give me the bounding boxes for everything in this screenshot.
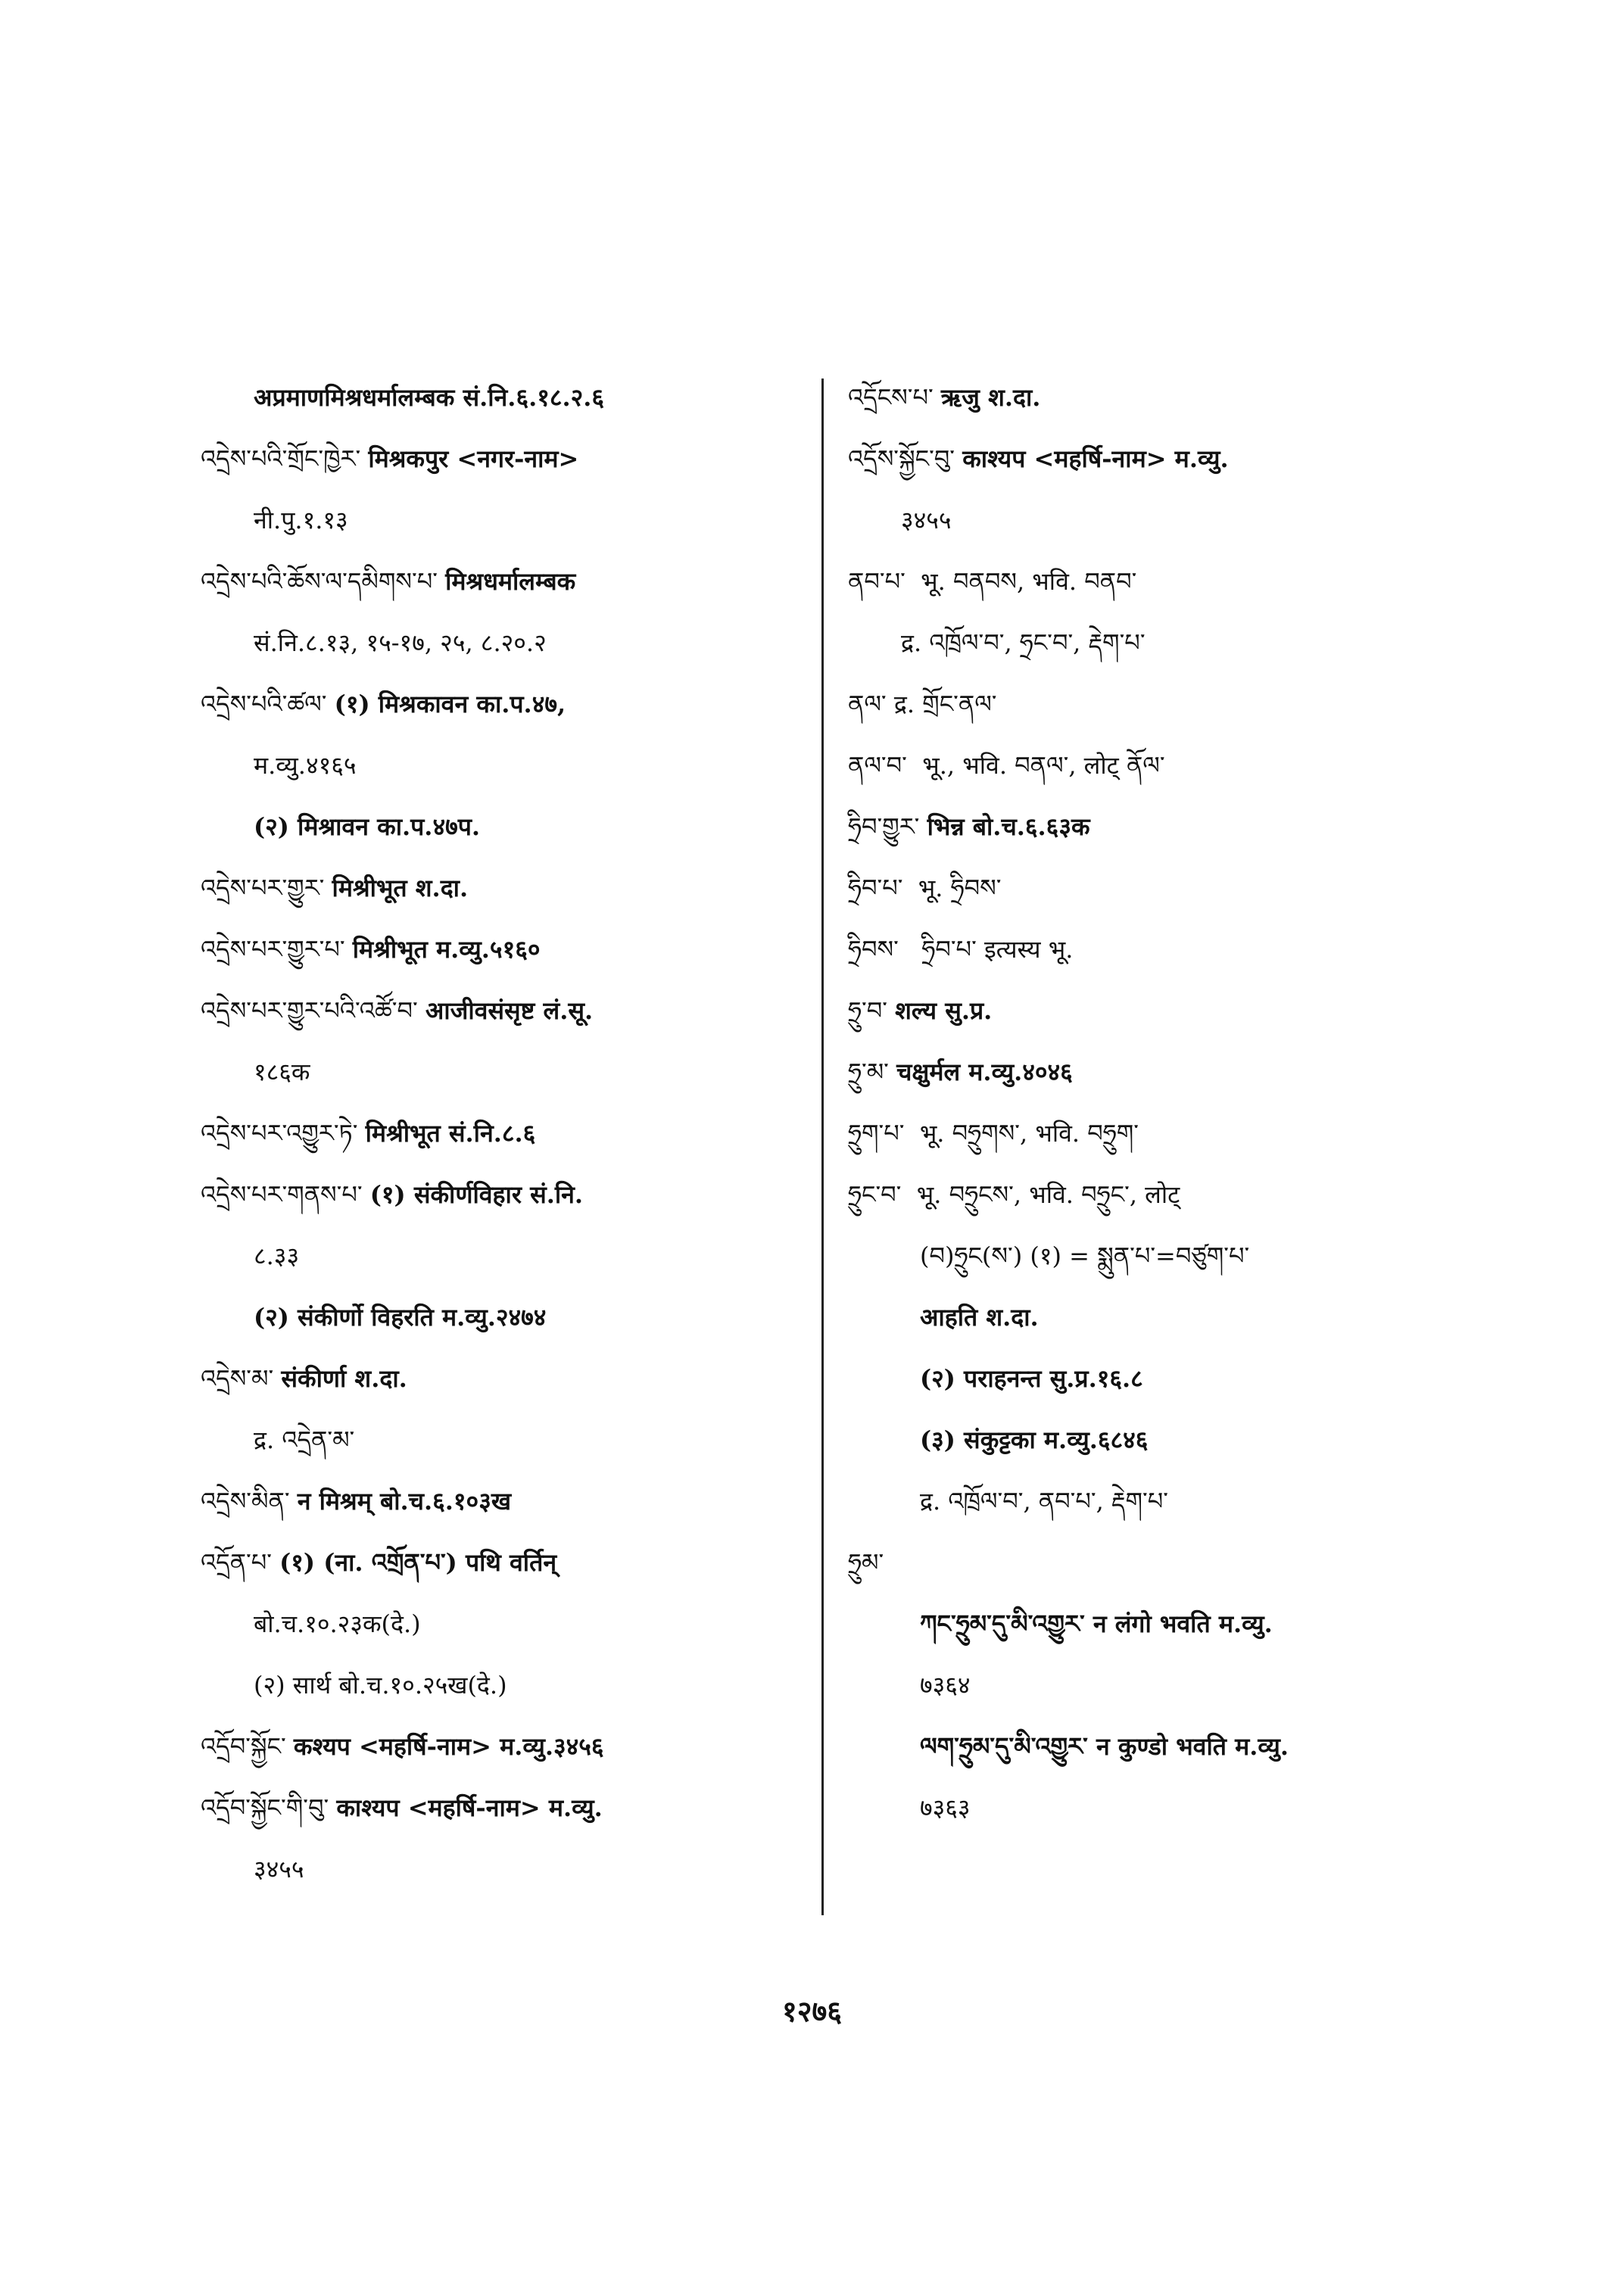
dictionary-entry-line	[848, 1594, 1469, 1655]
tibetan-headword: ནལ་	[848, 690, 887, 718]
entry-separator	[418, 996, 425, 1025]
entry-separator	[904, 1119, 919, 1148]
tibetan-headword: ནབ་པ་	[848, 567, 906, 596]
dictionary-entry-line	[848, 735, 1469, 796]
tibetan-headword: འདྲེས་མིན་	[201, 1487, 290, 1516]
sanskrit-gloss: द्र. འཁྲོལ་བ་, ཧྲང་བ་, རྡེག་པ་	[901, 628, 1146, 657]
dictionary-entry-line	[201, 1532, 806, 1594]
entry-separator	[327, 690, 335, 718]
tibetan-headword: ཧྲུང་བ་	[848, 1180, 902, 1209]
tibetan-headword: ཧྲུ་མ་	[848, 1058, 889, 1086]
tibetan-headword: ཧྲུག་པ་	[848, 1119, 905, 1148]
dictionary-entry-line	[201, 612, 806, 674]
entry-separator	[889, 1058, 896, 1086]
tibetan-headword: ཧྲིབས་	[848, 935, 899, 964]
tibetan-headword: ཧྲུ་བ་	[848, 996, 887, 1025]
sanskrit-gloss: काश्यप <महर्षि-नाम> म.व्यु.	[962, 444, 1229, 473]
dictionary-entry-line	[201, 1839, 806, 1900]
dictionary-entry-line	[201, 490, 806, 551]
sanskrit-gloss: ८.३३	[254, 1242, 300, 1270]
dictionary-entry-line	[201, 1777, 806, 1839]
sanskrit-gloss: म.व्यु.४१६५	[254, 751, 357, 780]
sanskrit-gloss: (२) पराहनन्त सु.प्र.१६.८	[920, 1364, 1143, 1393]
entry-separator	[899, 935, 922, 964]
tibetan-headword: འདྲོབ་སྐྱོང་	[201, 1732, 286, 1761]
tibetan-headword: འདྲེས་པའི་ཚལ་	[201, 690, 327, 718]
sanskrit-gloss: बो.च.१०.२३क(दे.)	[254, 1609, 421, 1638]
dictionary-entry-line	[201, 1042, 806, 1103]
dictionary-entry-line	[201, 1410, 806, 1471]
tibetan-headword: ཧྲིབ་གྱུར་	[848, 812, 920, 841]
entry-separator	[901, 1180, 916, 1209]
entry-separator	[907, 751, 922, 780]
entry-separator	[360, 444, 368, 473]
sanskrit-gloss: १८६क	[254, 1058, 310, 1086]
dictionary-entry-line	[848, 1164, 1469, 1226]
sanskrit-gloss: (३) संकुट्टका म.व्यु.६८४६	[920, 1425, 1149, 1454]
dictionary-entry-line	[201, 858, 806, 919]
tibetan-headword: འདྲོངས་པ་	[848, 383, 934, 412]
dictionary-entry-line	[201, 1348, 806, 1410]
dictionary-entry-line	[848, 1532, 1469, 1594]
sanskrit-gloss: नी.पु.१.१३	[254, 506, 348, 534]
sanskrit-gloss: भिन्न बो.च.६.६३क	[927, 812, 1090, 841]
sanskrit-gloss: आहति श.दा.	[920, 1303, 1039, 1332]
sanskrit-gloss: भू. བཧྲུགས་, भवि. བཧྲུག་	[919, 1119, 1139, 1148]
dictionary-entry-line	[201, 551, 806, 612]
tibetan-headword: འདྲོས་སྐྱོང་བུ་	[848, 444, 955, 473]
sanskrit-gloss: आजीवसंसृष्ट लं.सू.	[425, 996, 594, 1025]
sanskrit-gloss: ३४५५	[254, 1855, 304, 1883]
column-divider	[821, 379, 824, 1915]
dictionary-entry-line	[201, 1103, 806, 1164]
entry-separator	[887, 996, 895, 1025]
entry-separator	[902, 874, 918, 902]
dictionary-entry-line	[848, 1716, 1469, 1777]
entry-separator	[955, 444, 962, 473]
tibetan-headword: འདྲེས་པར་གྱུར་པ་	[201, 935, 345, 964]
dictionary-entry-line	[848, 367, 1469, 428]
sanskrit-gloss: चक्षुर्मल म.व्यु.४०४६	[896, 1058, 1073, 1086]
dictionary-entry-line	[848, 1471, 1469, 1532]
entry-separator	[345, 935, 353, 964]
dictionary-entry-line	[848, 796, 1469, 858]
sanskrit-gloss: ७३६४	[920, 1671, 971, 1699]
dictionary-entry-line	[201, 1471, 806, 1532]
dictionary-entry-line	[201, 1164, 806, 1226]
tibetan-headword: འདྲོན་པ་	[201, 1548, 272, 1577]
sanskrit-gloss: (བ)ཧྲུང(ས་) (१) = སྨུན་པ་=བཙུག་པ་	[920, 1242, 1250, 1270]
entry-separator	[934, 383, 941, 412]
dictionary-entry-line	[201, 1716, 806, 1777]
dictionary-entry-line	[848, 1655, 1469, 1716]
entry-separator	[286, 1732, 294, 1761]
tibetan-headword: འདྲེས་པའི་ཆོས་ལ་དམིགས་པ་	[201, 567, 438, 596]
tibetan-headword: ཧྲིབ་པ་	[848, 874, 903, 902]
tibetan-headword: འདྲེས་པའི་གྲོང་ཁྱེར་	[201, 444, 361, 473]
sanskrit-gloss: द्र. འདྲེན་མ་	[254, 1425, 355, 1454]
sanskrit-gloss: द्र. གྲོང་ནལ་	[893, 690, 997, 718]
entry-separator	[438, 567, 445, 596]
entry-separator	[906, 567, 921, 596]
entry-separator	[363, 1180, 370, 1209]
sanskrit-gloss: द्र. འཁྲོལ་བ་, ནབ་པ་, རྡེག་པ་	[920, 1487, 1168, 1516]
sanskrit-gloss: (२) सार्थ बो.च.१०.२५ख(दे.)	[254, 1671, 507, 1699]
page-number: १२७६	[781, 1994, 843, 2028]
tibetan-headword: འདྲེས་པར་འགྱུར་ཏེ་	[201, 1119, 358, 1148]
entry-separator	[273, 1364, 281, 1393]
sanskrit-gloss: सं.नि.८.१३, १५-१७, २५, ८.२०.२	[254, 628, 547, 657]
sanskrit-gloss: शल्य सु.प्र.	[895, 996, 993, 1025]
dictionary-entry-line	[201, 674, 806, 735]
dictionary-entry-line	[848, 490, 1469, 551]
sanskrit-gloss: भू. བཧྲུངས་, भवि. བཧྲུང་, लोट्	[916, 1180, 1180, 1209]
sanskrit-gloss: ऋजु श.दा.	[940, 383, 1041, 412]
dictionary-entry-line	[201, 980, 806, 1042]
tibetan-headword: འདྲོབ་སྐྱོང་གི་བུ་	[201, 1793, 329, 1822]
sanskrit-gloss: मिश्रीभूत श.दा.	[332, 874, 469, 902]
sanskrit-gloss: (२) संकीर्णो विहरति म.व्यु.२४७४	[254, 1303, 547, 1332]
entry-separator	[329, 1793, 336, 1822]
dictionary-entry-line	[201, 1655, 806, 1716]
tibetan-headword: ནལ་བ་	[848, 751, 907, 780]
dictionary-entry-line	[201, 428, 806, 490]
dictionary-entry-line	[848, 551, 1469, 612]
entry-separator	[272, 1548, 279, 1577]
right-column	[848, 367, 1469, 1839]
entry-separator	[324, 874, 332, 902]
dictionary-entry-line	[201, 367, 806, 428]
dictionary-entry-line	[848, 1226, 1469, 1287]
sanskrit-gloss: (२) मिश्रावन का.प.४७प.	[254, 812, 481, 841]
sanskrit-gloss: ལག་ཧྲུམ་དུ་མི་འགྱུར་ न कुण्डो भवति म.व्यु.	[920, 1732, 1289, 1761]
entry-separator	[290, 1487, 298, 1516]
sanskrit-gloss: अप्रमाणमिश्रधर्मालम्बक सं.नि.६.१८.२.६	[254, 383, 605, 412]
dictionary-entry-line	[848, 1287, 1469, 1348]
dictionary-entry-line	[848, 980, 1469, 1042]
sanskrit-gloss: कश्यप <महर्षि-नाम> म.व्यु.३४५६	[293, 1732, 604, 1761]
dictionary-entry-line	[848, 1042, 1469, 1103]
dictionary-entry-line	[201, 796, 806, 858]
dictionary-entry-line	[848, 1410, 1469, 1471]
dictionary-entry-line	[848, 1777, 1469, 1839]
dictionary-entry-line	[848, 1103, 1469, 1164]
sanskrit-gloss: भू., भवि. བནལ་, लोट् ནོལ་	[922, 751, 1165, 780]
entry-separator	[887, 690, 894, 718]
tibetan-headword: ཧྲུམ་	[848, 1548, 884, 1577]
entry-separator	[357, 1119, 365, 1148]
tibetan-headword: འདྲེས་མ་	[201, 1364, 274, 1393]
sanskrit-gloss: मिश्रीभूत सं.नि.८.६	[365, 1119, 536, 1148]
sanskrit-gloss: (१) संकीर्णविहार सं.नि.	[369, 1180, 584, 1209]
dictionary-entry-line	[848, 858, 1469, 919]
dictionary-entry-line	[848, 674, 1469, 735]
dictionary-entry-line	[201, 1287, 806, 1348]
tibetan-headword: འདྲེས་པར་གནས་པ་	[201, 1180, 363, 1209]
dictionary-entry-line	[848, 428, 1469, 490]
tibetan-headword: འདྲེས་པར་གྱུར་པའི་འཚོ་བ་	[201, 996, 418, 1025]
entry-separator	[919, 812, 927, 841]
left-column	[201, 367, 806, 1900]
sanskrit-gloss: ७३६३	[920, 1793, 971, 1822]
sanskrit-gloss: (१) (ना. འགྲོན་པ་) पथि वर्तिन्	[279, 1548, 557, 1577]
dictionary-entry-line	[848, 612, 1469, 674]
dictionary-entry-line	[848, 1348, 1469, 1410]
sanskrit-gloss: भू. ཧྲིབས་	[918, 874, 1002, 902]
sanskrit-gloss: संकीर्णा श.दा.	[281, 1364, 407, 1393]
sanskrit-gloss: भू. བནབས, भवि. བནབ་	[921, 567, 1137, 596]
dictionary-entry-line	[201, 1226, 806, 1287]
sanskrit-gloss: न मिश्रम् बो.च.६.१०३ख	[297, 1487, 512, 1516]
dictionary-entry-line	[848, 919, 1469, 980]
tibetan-headword: འདྲེས་པར་གྱུར་	[201, 874, 325, 902]
sanskrit-gloss: ཀང་ཧྲུམ་དུ་མི་འགྱུར་ न लंगो भवति म.व्यु.	[920, 1609, 1273, 1638]
dictionary-entry-line	[201, 919, 806, 980]
dictionary-entry-line	[201, 1594, 806, 1655]
dictionary-entry-line	[201, 735, 806, 796]
sanskrit-gloss: (१) मिश्रकावन का.प.४७,	[334, 690, 566, 718]
sanskrit-gloss: मिश्रीभूत म.व्यु.५१६०	[352, 935, 541, 964]
sanskrit-gloss: ཧྲིབ་པ་ इत्यस्य भू.	[921, 935, 1074, 964]
sanskrit-gloss: काश्यप <महर्षि-नाम> म.व्यु.	[336, 1793, 603, 1822]
sanskrit-gloss: ३४५५	[901, 506, 952, 534]
sanskrit-gloss: मिश्रधर्मालम्बक	[445, 567, 576, 596]
sanskrit-gloss: मिश्रकपुर <नगर-नाम>	[368, 444, 579, 473]
